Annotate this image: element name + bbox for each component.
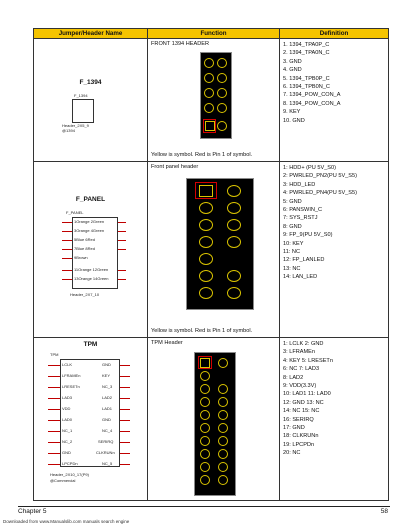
- jumper-header-table: [33, 28, 389, 501]
- symbol-part: Header_2X10_17(P9): [50, 472, 89, 477]
- function-cell: [148, 162, 280, 338]
- function-title: TPM Header: [151, 340, 183, 346]
- function-note: Yellow is symbol. Red is Pin 1 of symbol.: [151, 152, 253, 158]
- footer-page-number: 58: [380, 508, 388, 515]
- jumper-name: F_PANEL: [75, 196, 106, 203]
- definition-text: 1: HDD+ (PU 5V_S0) 2: PWRLED_PN2(PU 5V_S5) 3: HDD_LED 4: PWRLED_PN4(PU 5V_S5) 5: GND 6: PANSWIN_C 7: SYS_RSTJ 8: GND 9: FP_9(PU 5V_S0) 10: KEY 11: NC 12: FP_LANLED 13: NC 14: LAN_LED: [283, 165, 357, 281]
- footprint-1394: [200, 52, 232, 139]
- footprint-tpm: [194, 352, 236, 496]
- footer-divider: [18, 506, 390, 507]
- jumper-cell: [34, 162, 148, 338]
- footprint-fpanel: [186, 178, 254, 310]
- function-cell: [148, 39, 280, 162]
- symbol-body: [72, 99, 94, 123]
- jumper-name: F_1394: [79, 79, 102, 86]
- function-cell: [148, 338, 280, 501]
- fpanel-schematic-symbol: F_PANEL 1Orange 2Green 3Orange 4Green 5Blue 6Red 7Blue 8Red 9Brown 11Orange 12Green 13Orange 14Green Header_2X7_10: [60, 210, 140, 305]
- definition-text: 1. 1394_TPA0P_C 2. 1394_TPA0N_C 3. GND 4. GND 5. 1394_TPB0P_C 6. 1394_TPB0N_C 7. 1394_POW_CON_A 8. 1394_POW_CON_A 9. KEY 10. GND: [283, 42, 341, 124]
- tpm-schematic-symbol: TPM LCLK GND LFRAMEn KEY LRESETn NC_3 LAD3 LAD2 VDD LAD1 LAD0 GND NC_1 NC_4 NC_2 SERIRQ GND CLKRUNn LPCPDn NC_5 Header_2X10_17(P9) @Commercial: [46, 352, 142, 498]
- function-title: Front panel header: [151, 164, 199, 170]
- table-row: [34, 39, 389, 162]
- download-note: Downloaded from www.Manualslib.com manuals search engine: [3, 519, 130, 524]
- jumper-name: TPM: [83, 341, 98, 348]
- symbol-sub: @1394: [62, 128, 75, 133]
- symbol-sub: @Commercial: [50, 478, 76, 483]
- jumper-cell: [34, 39, 148, 162]
- definition-text: 1: LCLK 2: GND 3: LFRAMEn 4: KEY 5: LRESETn 6: NC 7: LAD3 8: LAD2 9: VDD(3.3V) 10: LAD1 11: LAD0 12: GND 13: NC 14: NC 15: NC 16: SERIRQ 17: GND 18: CLKRUNn 19: LPCPDn 20: NC: [283, 341, 333, 457]
- symbol-part: Header_2X7_10: [70, 292, 100, 297]
- definition-cell: [280, 39, 389, 162]
- footer-chapter: Chapter 5: [18, 508, 47, 515]
- header-definition: Definition: [280, 29, 389, 39]
- table-row: [34, 162, 389, 338]
- definition-cell: [280, 338, 389, 501]
- f1394-schematic-symbol: [62, 93, 122, 143]
- symbol-ref: F_PANEL: [66, 210, 84, 215]
- function-note: Yellow is symbol. Red is Pin 1 of symbol.: [151, 328, 253, 334]
- symbol-ref: TPM: [50, 352, 59, 357]
- header-function: Function: [148, 29, 280, 39]
- function-title: FRONT 1394 HEADER: [151, 41, 210, 47]
- table-header-row: [34, 29, 389, 39]
- header-jumper: Jumper/Header Name: [34, 29, 148, 39]
- definition-cell: [280, 162, 389, 338]
- table-row: [34, 338, 389, 501]
- symbol-part: Header_2X5_9: [62, 123, 89, 128]
- jumper-cell: [34, 338, 148, 501]
- symbol-ref: F_1394: [74, 93, 88, 98]
